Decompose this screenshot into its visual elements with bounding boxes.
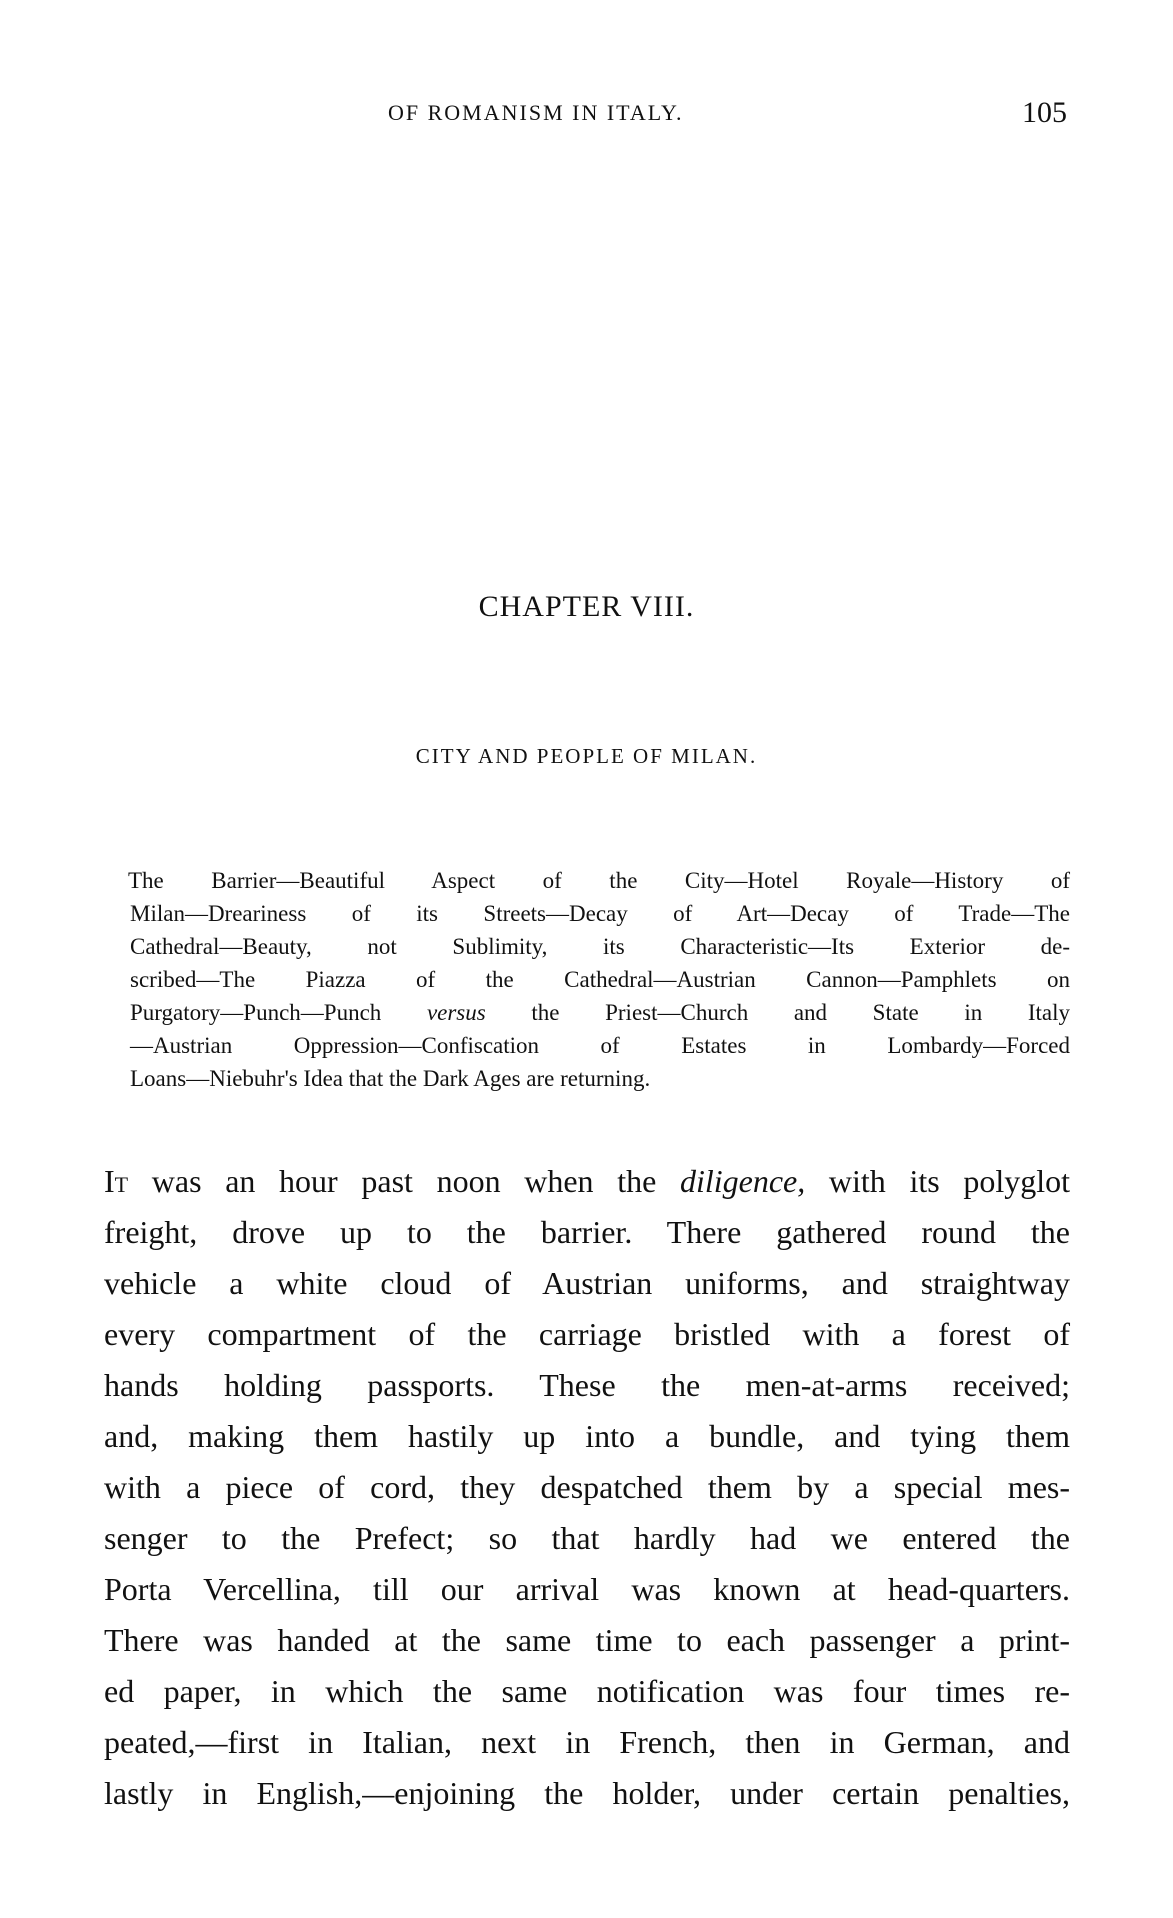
body-line: hands holding passports. These the men-at-arms received; bbox=[104, 1367, 1070, 1403]
synopsis-line: Purgatory—Punch—Punch versus the Priest—Church and State in Italy bbox=[130, 1000, 1070, 1025]
body-line-text: was an hour past noon when the bbox=[128, 1163, 680, 1199]
synopsis-line: Cathedral—Beauty, not Sublimity, its Characteristic—Its Exterior de- bbox=[130, 934, 1070, 959]
dropcap-word: It bbox=[104, 1163, 129, 1199]
chapter-synopsis bbox=[130, 864, 1070, 1095]
body-line: with a piece of cord, they despatched them by a special mes- bbox=[104, 1469, 1070, 1505]
synopsis-line: Milan—Dreariness of its Streets—Decay of Art—Decay of Trade—The bbox=[130, 901, 1070, 926]
body-line bbox=[104, 1156, 1070, 1207]
synopsis-line: The Barrier—Beautiful Aspect of the City—Hotel Royale—History of bbox=[128, 868, 1070, 893]
running-head bbox=[0, 96, 1173, 136]
body-line: senger to the Prefect; so that hardly had we entered the bbox=[104, 1520, 1070, 1556]
body-line: peated,—first in Italian, next in French, then in German, and bbox=[104, 1724, 1070, 1760]
body-line: and, making them hastily up into a bundle, and tying them bbox=[104, 1418, 1070, 1454]
body-line: ed paper, in which the same notification was four times re- bbox=[104, 1673, 1070, 1709]
body-line-text: with its polyglot bbox=[805, 1163, 1071, 1199]
synopsis-line: Loans—Niebuhr's Idea that the Dark Ages are returning. bbox=[130, 1066, 651, 1091]
chapter-heading: CHAPTER VIII. bbox=[478, 590, 695, 623]
body-line: every compartment of the carriage bristled with a forest of bbox=[104, 1316, 1070, 1352]
body-line: There was handed at the same time to each passenger a print- bbox=[104, 1622, 1070, 1658]
body-line: Porta Vercellina, till our arrival was known at head-quarters. bbox=[104, 1571, 1070, 1607]
italic-word: diligence, bbox=[679, 1163, 806, 1199]
page-number: 105 bbox=[1022, 96, 1067, 129]
italic-word: versus bbox=[426, 1000, 486, 1025]
chapter-subtitle: CITY AND PEOPLE OF MILAN. bbox=[415, 744, 758, 768]
body-line: lastly in English,—enjoining the holder, under certain penalties, bbox=[104, 1775, 1070, 1811]
synopsis-line: —Austrian Oppression—Confiscation of Estates in Lombardy—Forced bbox=[130, 1033, 1070, 1058]
body-text bbox=[104, 1156, 1070, 1819]
body-line: freight, drove up to the barrier. There gathered round the bbox=[104, 1214, 1070, 1250]
synopsis-line: scribed—The Piazza of the Cathedral—Austrian Cannon—Pamphlets on bbox=[130, 967, 1070, 992]
running-title: OF ROMANISM IN ITALY. bbox=[388, 100, 684, 125]
body-line: vehicle a white cloud of Austrian uniforms, and straightway bbox=[104, 1265, 1070, 1301]
